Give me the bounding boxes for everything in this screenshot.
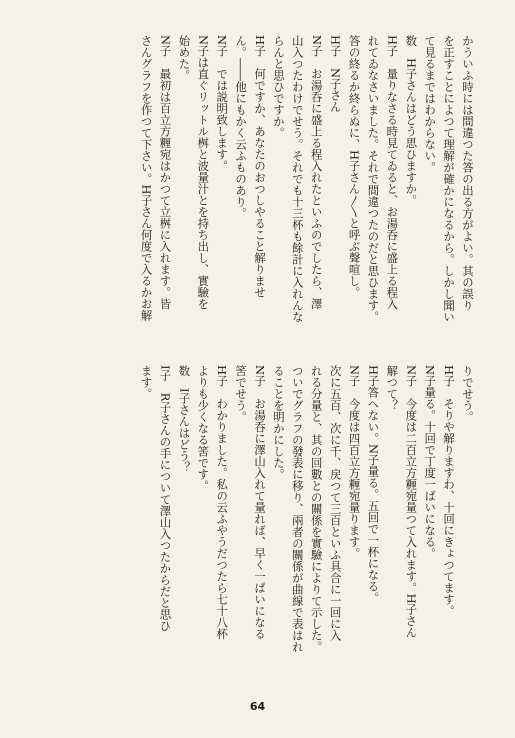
text-column: ついでグラフの發表に移り、兩者の關係が曲線で表はれ xyxy=(290,365,305,653)
text-column: 解つて？ xyxy=(385,365,400,411)
text-column: N子 お湯呑に盛上る程入れたといふのでしたら、澤 xyxy=(309,35,324,310)
text-column: N子 今度は二百立方糎宛量つて入れます。H子さん xyxy=(404,365,419,639)
text-column: を正すことによつて理解が確かになるから。しかし聞い xyxy=(442,35,457,323)
text-column: 山入つたわけでせう。それでも十三杯も餘計に入れんな xyxy=(290,35,305,323)
text-column: H子 何ですか、あなたのおつしやること解りませ xyxy=(253,35,268,299)
text-column: 次に五百、次に千、戻つて三百といふ具合に一回に入 xyxy=(328,365,343,641)
text-column: よりも少くなる筈です。 xyxy=(196,365,211,492)
text-column: ん。――他にもかく云ふものあり。 xyxy=(234,35,249,219)
text-column: 答の終るか終らぬに、H子さん〳〵と呼ぶ聲喧し。 xyxy=(347,35,362,298)
text-column: れる分量と、其の回數との關係を實驗によりて示した。 xyxy=(309,365,324,653)
text-block-top xyxy=(137,35,477,335)
text-column: N子 今度は四百立方糎宛量ります。 xyxy=(347,365,362,560)
text-column: 数 H子さんはどう思ひますか。 xyxy=(404,35,419,207)
page-number: 64 xyxy=(249,700,266,713)
text-column: 筈でせう。 xyxy=(234,365,249,423)
text-column: I子 R子さんの手について澤山入つたからだと思ひ xyxy=(158,365,173,632)
text-column: H子 そりや解りますわ、十回にきょつてます。 xyxy=(442,365,457,617)
text-column: かういふ時には間違つた答の出る方がよい。其の誤り xyxy=(461,35,475,311)
text-column: H子 量りなさる時見てゐると、お湯呑に盛上る程入 xyxy=(385,35,400,310)
text-column: て見るまではわからない。 xyxy=(423,35,438,173)
text-column: ます。 xyxy=(139,365,154,400)
text-column: ることを明かにした。 xyxy=(271,365,286,480)
text-column: さんグラフを作つて下さい。H子さん何度で入るかお解 xyxy=(139,35,154,322)
text-column: N子 お湯呑に澤山入れて量れば、早く一ぱいになる xyxy=(253,365,268,640)
text-column: N子量る。十回で丁度一ぱいになる。 xyxy=(423,365,438,560)
text-column: 数 I子さんはどう？ xyxy=(177,365,192,474)
text-column: N子 では説明致します。 xyxy=(215,35,230,172)
text-block-bottom xyxy=(137,365,477,675)
text-column: らんと思ひですか。 xyxy=(271,35,286,139)
text-column: N子は直ぐリットル桝と波量汁とを持ち出し、實驗を xyxy=(196,35,211,310)
text-column: 始めた。 xyxy=(177,35,192,81)
text-column: H子 わかりました。私の云ふやうだつたら七十八杯 xyxy=(215,365,230,640)
text-column: りでせう。 xyxy=(461,365,475,423)
text-column: H子 N子さん xyxy=(328,35,343,113)
text-column: れてゐなさいました。それで間違つたのだと思ひます。 xyxy=(366,35,381,323)
text-column: N子 最初は百立方糎宛はかつて立桝に入れます。皆 xyxy=(158,35,173,310)
text-column: H子答へない。N子量る。五回で一杯になる。 xyxy=(366,365,381,604)
